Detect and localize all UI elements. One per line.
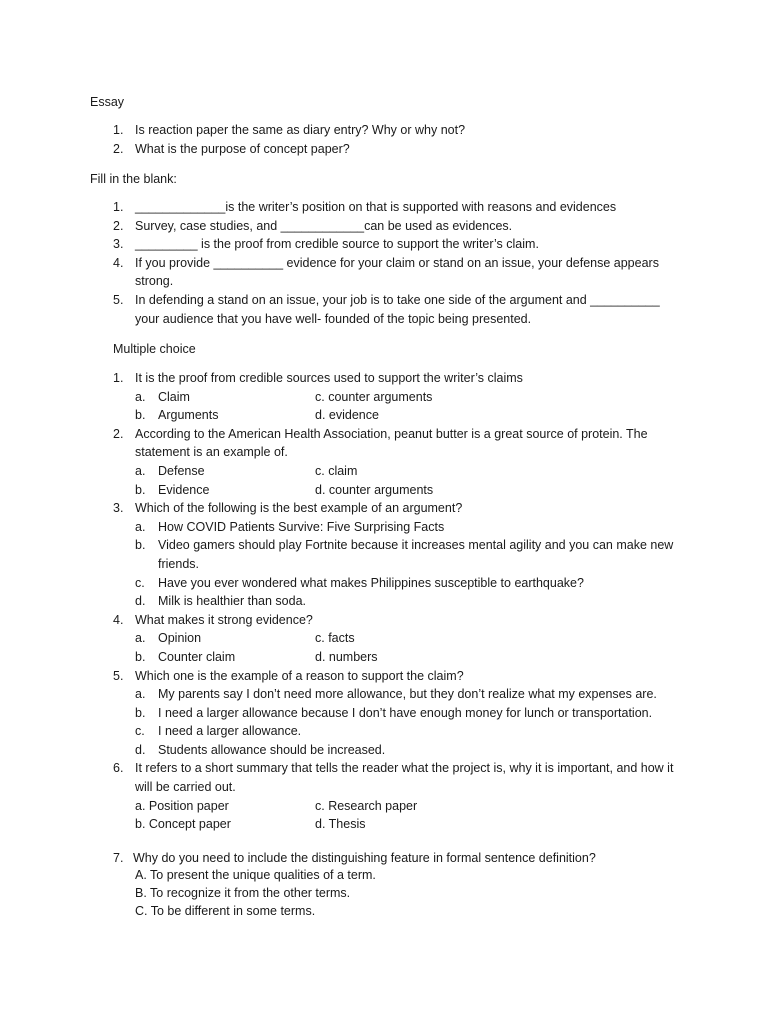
fill-item-3: 3. _________ is the proof from credible source to support the writer’s claim. <box>113 237 539 252</box>
option-d: d. Thesis <box>315 817 366 832</box>
mc-options <box>135 518 680 611</box>
option-c: c. claim <box>315 463 358 478</box>
option-d: d. numbers <box>315 649 378 664</box>
essay-item-1: 1. Is reaction paper the same as diary entry? Why or why not? <box>113 123 466 137</box>
mc-options <box>135 797 680 834</box>
option-a: a. My parents say I don’t need more allowance, but they don’t realize what my expenses are. <box>135 687 657 702</box>
option-c: C. To be different in some terms. <box>135 904 316 918</box>
option-c: c. I need a larger allowance. <box>135 724 302 739</box>
option-b: b. Evidence <box>135 482 210 497</box>
option-c: c. counter arguments <box>315 389 433 404</box>
mc-question-3: 3. Which of the following is the best example of an argument? a. How COVID Patients Survive: Five Surprising Facts b. Video gamers should play Fortnite because it increases mental agility and you can make new friends. c. Have you ever wondered what makes Philippines susceptible to earthquake? d. Milk is healthier than soda. <box>0 499 680 611</box>
option-a: A. To present the unique qualities of a term. <box>135 868 376 882</box>
option-a: a. Claim <box>135 389 190 404</box>
option-b: b. Arguments <box>135 408 219 423</box>
option-c: c. Have you ever wondered what makes Philippines susceptible to earthquake? <box>135 575 584 590</box>
option-d: d. counter arguments <box>315 482 434 497</box>
option-b: b. Concept paper <box>135 817 231 832</box>
essay-heading: Essay <box>90 95 125 109</box>
fill-item-5: 5. In defending a stand on an issue, your job is to take one side of the argument and __________ your audience that you have well- founded of the topic being presented. <box>113 292 660 326</box>
mc-question-5: 5. Which one is the example of a reason to support the claim? a. My parents say I don’t need more allowance, but they don’t realize what my expenses are. b. I need a larger allowance because I don’t have enough money for lunch or transportation. c. I need a larger allowance. d. Students allowance should be increased. <box>0 667 680 760</box>
option-d: d. Milk is healthier than soda. <box>135 594 306 609</box>
mc-question-6: 6. It refers to a short summary that tells the reader what the project is, why it is important, and how it will be carried out. a. Position paper c. Research paper b. Concept paper d. Thesis <box>0 759 680 833</box>
option-a: a. How COVID Patients Survive: Five Surprising Facts <box>135 519 445 534</box>
mc-options <box>135 388 680 425</box>
mc-heading: Multiple choice <box>113 342 196 356</box>
option-d: d. evidence <box>315 408 379 423</box>
mc-question-1: 1. It is the proof from credible sources used to support the writer’s claims a. Claim c. counter arguments b. Arguments d. evidence <box>0 369 680 425</box>
essay-list <box>0 121 768 158</box>
fill-list <box>0 198 768 328</box>
document-page: Essay 1. Is reaction paper the same as diary entry? Why or why not? 2. What is the purpose of concept paper? Fill in the blank: 1. _____________is the writer’s position on that is supported with reasons and evidences 2. Survey, case studies, and ____________can be used as evidences. 3. _________ is the proof from credible source to support the writer’s claim. 4. If you provide __________ evidence for your claim or stand on an issue, your defense appears strong. 5. In defending a stand on an issue, your job is to take one side of the argument and __________ your audience that you have well- founded of the topic being presented. Multiple choice 1. It is the proof from credible sources used to support the writer’s claims a. Claim c. counter arguments b. Arguments d. evidence 2. According to the American Health Association, peanut butter is a great source of protein. The statement is an example of. a. Defense c. claim b. Evidence d. counter arguments 3. Which of the following is the best example of an argument? a. How COVID Patients Survive: Five Surprising Facts b. Video gamers should play Fortnite because it increases mental agility and you can make new friends. c. Have you ever wondered what makes Philippines susceptible to earthquake? d. Milk is healthier than soda. 4. What makes it strong evidence? a. Opinion c. facts b. Counter claim d. numbers 5. Which one is the example of a reason to support the claim? a. My parents say I don’t need more allowance, but they don’t realize what my expenses are. b. I need a larger allowance because I don’t have enough money for lunch or transportation. c. I need a larger allowance. d. Students allowance should be increased. 6. It refers to a short summary that tells the reader what the project is, why it is important, and how it will be carried out. a. Position paper c. Research paper b. Concept paper d. Thesis 7. Why do you need to include the distinguishing feature in formal sentence definition? A. To present the unique qualities of a term. B. To recognize it from the other terms. C. To be different in some terms. <box>0 0 768 1024</box>
mc-list <box>0 369 768 834</box>
option-b: b. Counter claim <box>135 649 236 664</box>
option-a: a. Position paper <box>135 798 229 813</box>
fill-item-1: 1. _____________is the writer’s position on that is supported with reasons and evidences <box>113 200 617 214</box>
mc-question-4: 4. What makes it strong evidence? a. Opinion c. facts b. Counter claim d. numbers <box>0 611 680 667</box>
fill-item-2: 2. Survey, case studies, and ____________can be used as evidences. <box>113 218 513 233</box>
option-a: a. Opinion <box>135 631 202 646</box>
mc-question-2: 2. According to the American Health Association, peanut butter is a great source of protein. The statement is an example of. a. Defense c. claim b. Evidence d. counter arguments <box>0 425 680 499</box>
option-b: b. Video gamers should play Fortnite because it increases mental agility and you can make new friends. <box>135 538 674 571</box>
fill-item-4: 4. If you provide __________ evidence for your claim or stand on an issue, your defense appears strong. <box>113 255 659 289</box>
mc-options <box>135 462 680 499</box>
fill-heading: Fill in the blank: <box>90 172 177 186</box>
option-c: c. facts <box>315 631 355 646</box>
option-b: b. I need a larger allowance because I don’t have enough money for lunch or transportation. <box>135 705 653 720</box>
option-a: a. Defense <box>135 463 205 478</box>
option-c: c. Research paper <box>315 798 418 813</box>
option-d: d. Students allowance should be increased. <box>135 742 386 757</box>
option-b: B. To recognize it from the other terms. <box>135 886 351 900</box>
mc-options <box>135 685 680 759</box>
mc-options <box>135 629 680 666</box>
essay-item-2: 2. What is the purpose of concept paper? <box>113 141 350 156</box>
